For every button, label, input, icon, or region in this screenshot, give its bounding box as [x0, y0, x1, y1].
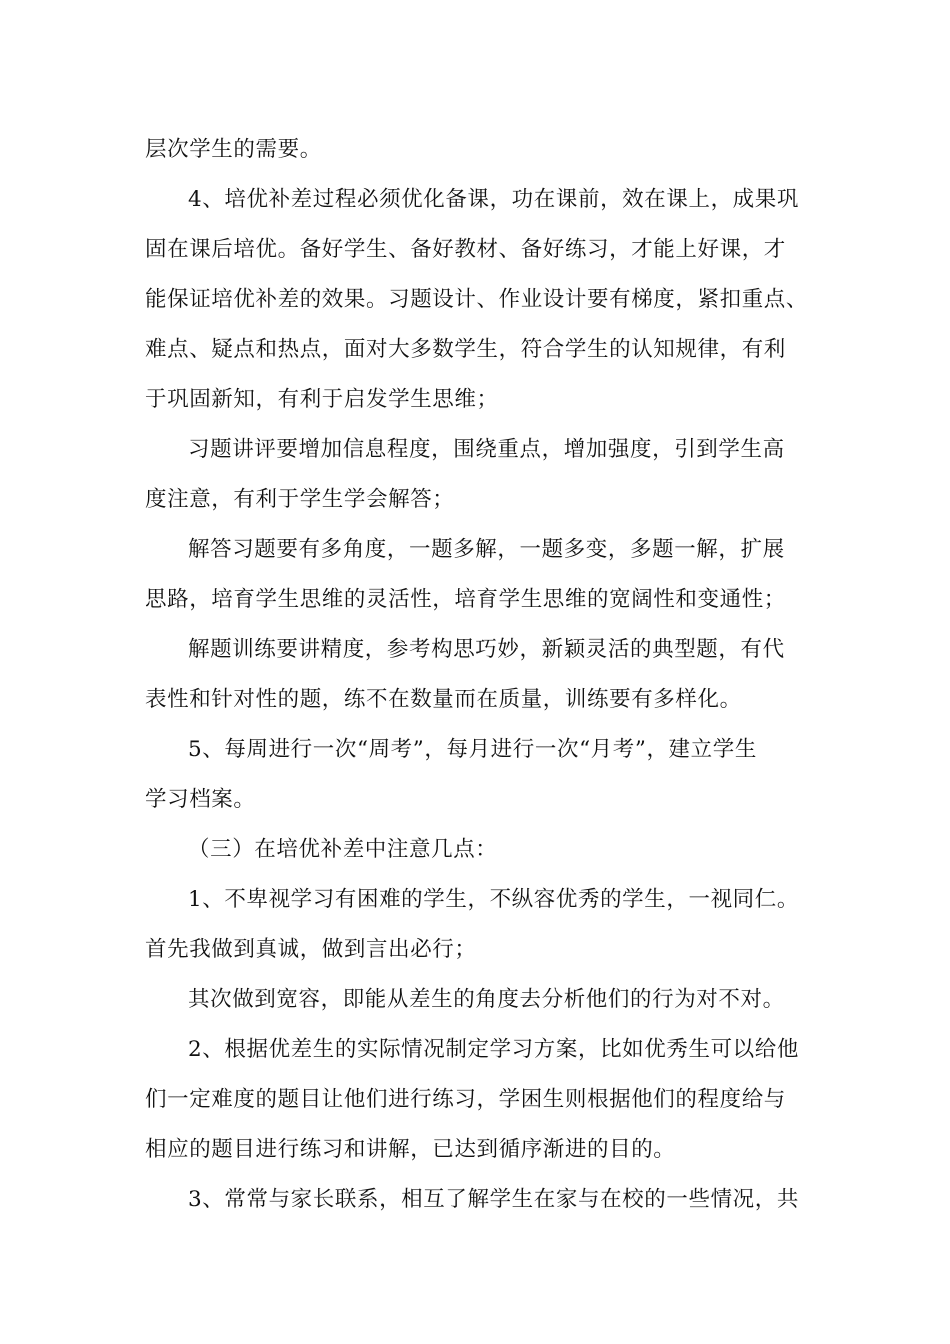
text-line: 难点、疑点和热点，面对大多数学生，符合学生的认知规律，有利 — [145, 337, 786, 362]
text-line: 思路，培育学生思维的灵活性，培育学生思维的宽阔性和变通性； — [145, 587, 786, 612]
text-line: 其次做到宽容，即能从差生的角度去分析他们的行为对不对。 — [188, 987, 785, 1012]
text-line: 4、培优补差过程必须优化备课，功在课前，效在课上，成果巩 — [188, 187, 799, 212]
text-line: 相应的题目进行练习和讲解，已达到循序渐进的目的。 — [145, 1137, 676, 1162]
text-line: 3、常常与家长联系，相互了解学生在家与在校的一些情况，共 — [188, 1187, 799, 1212]
text-line: 度注意，有利于学生学会解答； — [145, 487, 455, 512]
text-line: 2、根据优差生的实际情况制定学习方案，比如优秀生可以给他 — [188, 1037, 799, 1062]
text-line: 们一定难度的题目让他们进行练习，学困生则根据他们的程度给与 — [145, 1087, 786, 1112]
text-line: 学习档案。 — [145, 787, 256, 812]
text-line: 表性和针对性的题，练不在数量而在质量，训练要有多样化。 — [145, 687, 742, 712]
text-line: 于巩固新知，有利于启发学生思维； — [145, 387, 499, 412]
text-line: 习题讲评要增加信息程度，围绕重点，增加强度，引到学生高 — [188, 437, 785, 462]
text-line: 首先我做到真诚，做到言出必行； — [145, 937, 477, 962]
text-line: 能保证培优补差的效果。习题设计、作业设计要有梯度，紧扣重点、 — [145, 287, 809, 312]
text-line: 5、每周进行一次“周考”，每月进行一次“月考”，建立学生 — [188, 737, 757, 762]
text-line: 层次学生的需要。 — [145, 137, 322, 162]
section-heading: （三）在培优补差中注意几点： — [188, 837, 498, 862]
text-line: 1、不卑视学习有困难的学生，不纵容优秀的学生，一视同仁。 — [188, 887, 799, 912]
text-line: 解题训练要讲精度，参考构思巧妙，新颖灵活的典型题，有代 — [188, 637, 785, 662]
text-line: 固在课后培优。备好学生、备好教材、备好练习，才能上好课，才 — [145, 237, 786, 262]
text-line: 解答习题要有多角度，一题多解，一题多变，多题一解，扩展 — [188, 537, 785, 562]
